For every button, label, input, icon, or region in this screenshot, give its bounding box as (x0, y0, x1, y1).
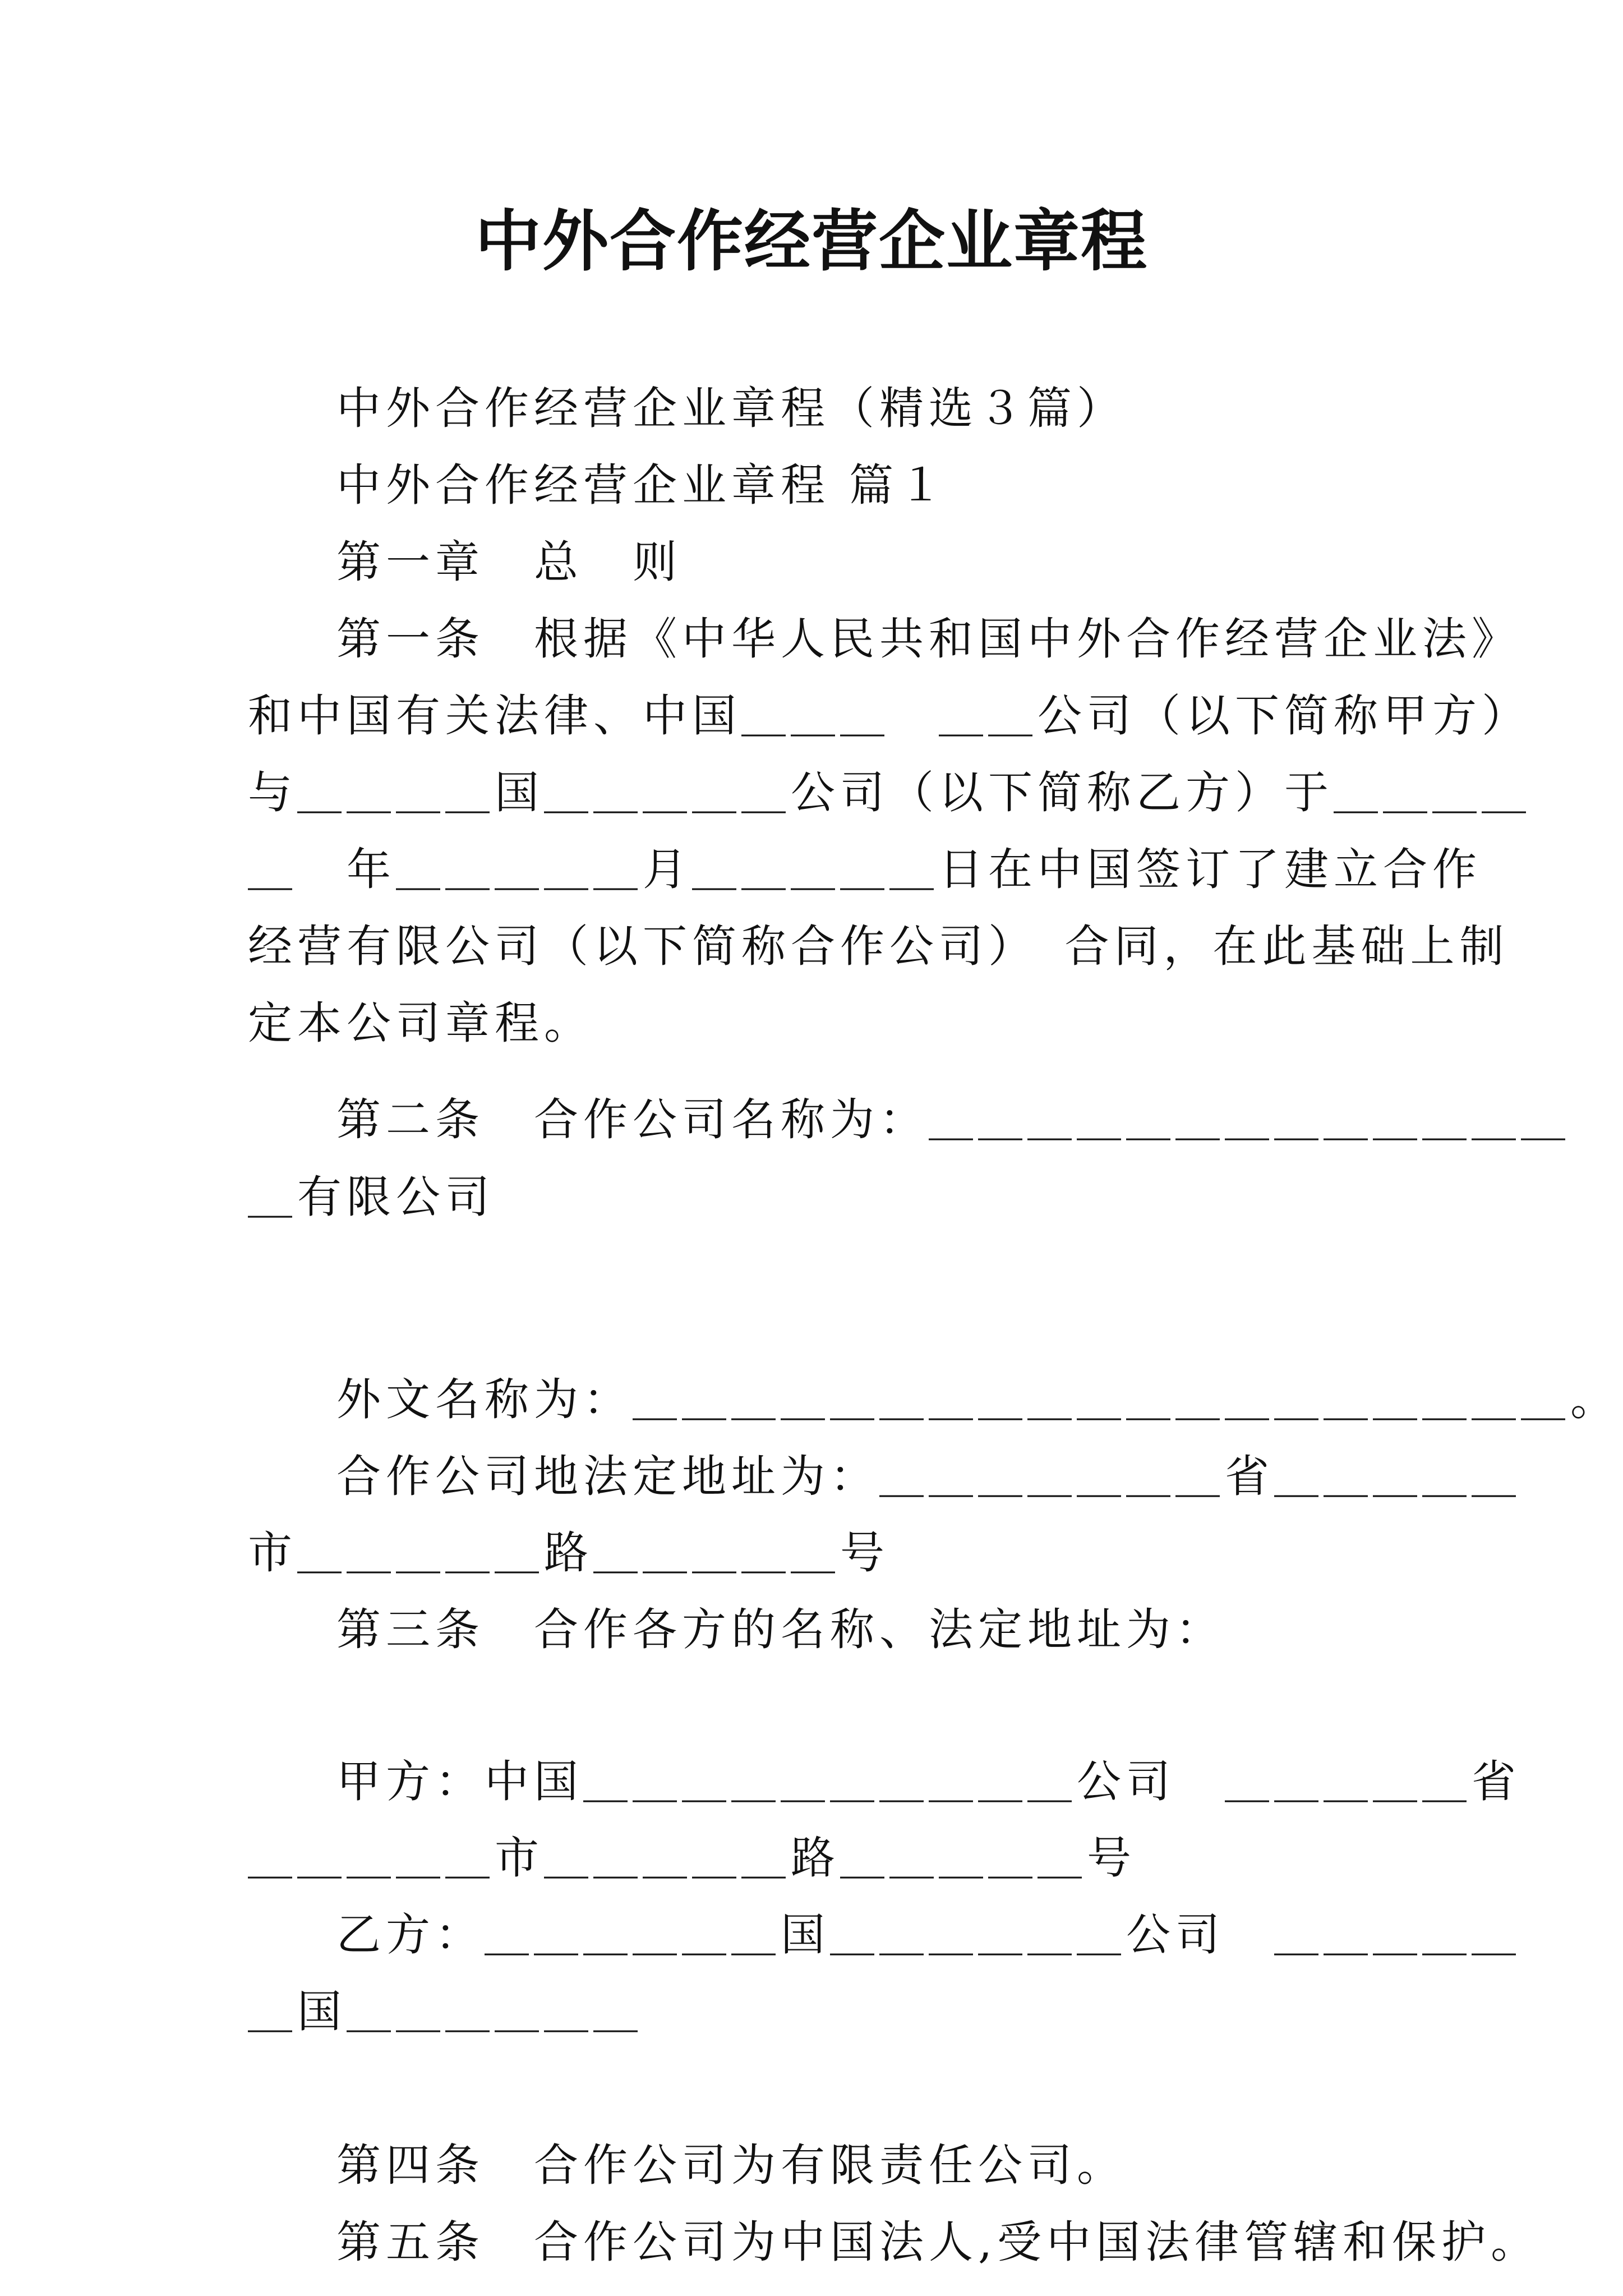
chapter-heading: 第一章 总 则 (336, 536, 682, 588)
page-title: 中外合作经营企业章程 (474, 202, 1148, 280)
address-line-2: 市＿＿＿＿＿路＿＿＿＿＿号 (248, 1527, 889, 1579)
party-b-line-2: ＿国＿＿＿＿＿＿ (248, 1986, 643, 2037)
party-a-line-1: 甲方：中国＿＿＿＿＿＿＿＿＿＿公司 ＿＿＿＿＿省 (336, 1756, 1521, 1807)
foreign-name-line: 外文名称为：＿＿＿＿＿＿＿＿＿＿＿＿＿＿＿＿＿＿＿。 (336, 1374, 1620, 1425)
article-1-line-5: 经营有限公司（以下简称合作公司） 合同，在此基础上制 (248, 921, 1509, 972)
article-1-line-6: 定本公司章程。 (248, 997, 593, 1049)
article-5-line: 第五条 合作公司为中国法人,受中国法律管辖和保护。 (336, 2216, 1541, 2268)
article-2-line-2: ＿有限公司 (248, 1171, 495, 1223)
article-1-line-4: ＿ 年＿＿＿＿＿月＿＿＿＿＿日在中国签订了建立合作 (248, 844, 1482, 895)
article-1-line-3: 与＿＿＿＿国＿＿＿＿＿公司（以下简称乙方）于＿＿＿＿ (248, 767, 1531, 818)
address-line-1: 合作公司地法定地址为：＿＿＿＿＿＿＿省＿＿＿＿＿ (336, 1451, 1521, 1502)
section-heading: 中外合作经营企业章程 篇１ (336, 459, 948, 511)
article-1-line-2: 和中国有关法律、中国＿＿＿ ＿＿公司（以下简称甲方） (248, 690, 1531, 742)
article-1-line-1: 第一条 根据《中华人民共和国中外合作经营企业法》 (336, 613, 1521, 665)
party-a-line-2: ＿＿＿＿＿市＿＿＿＿＿路＿＿＿＿＿号 (248, 1832, 1136, 1884)
party-b-line-1: 乙方：＿＿＿＿＿＿国＿＿＿＿＿＿公司 ＿＿＿＿＿ (336, 1909, 1521, 1961)
article-2-line-1: 第二条 合作公司名称为：＿＿＿＿＿＿＿＿＿＿＿＿＿ (336, 1094, 1570, 1145)
subtitle-line: 中外合作经营企业章程（精选３篇） (336, 383, 1126, 434)
article-4-line: 第四条 合作公司为有限责任公司。 (336, 2139, 1126, 2191)
article-3-line: 第三条 合作各方的名称、法定地址为： (336, 1604, 1225, 1655)
